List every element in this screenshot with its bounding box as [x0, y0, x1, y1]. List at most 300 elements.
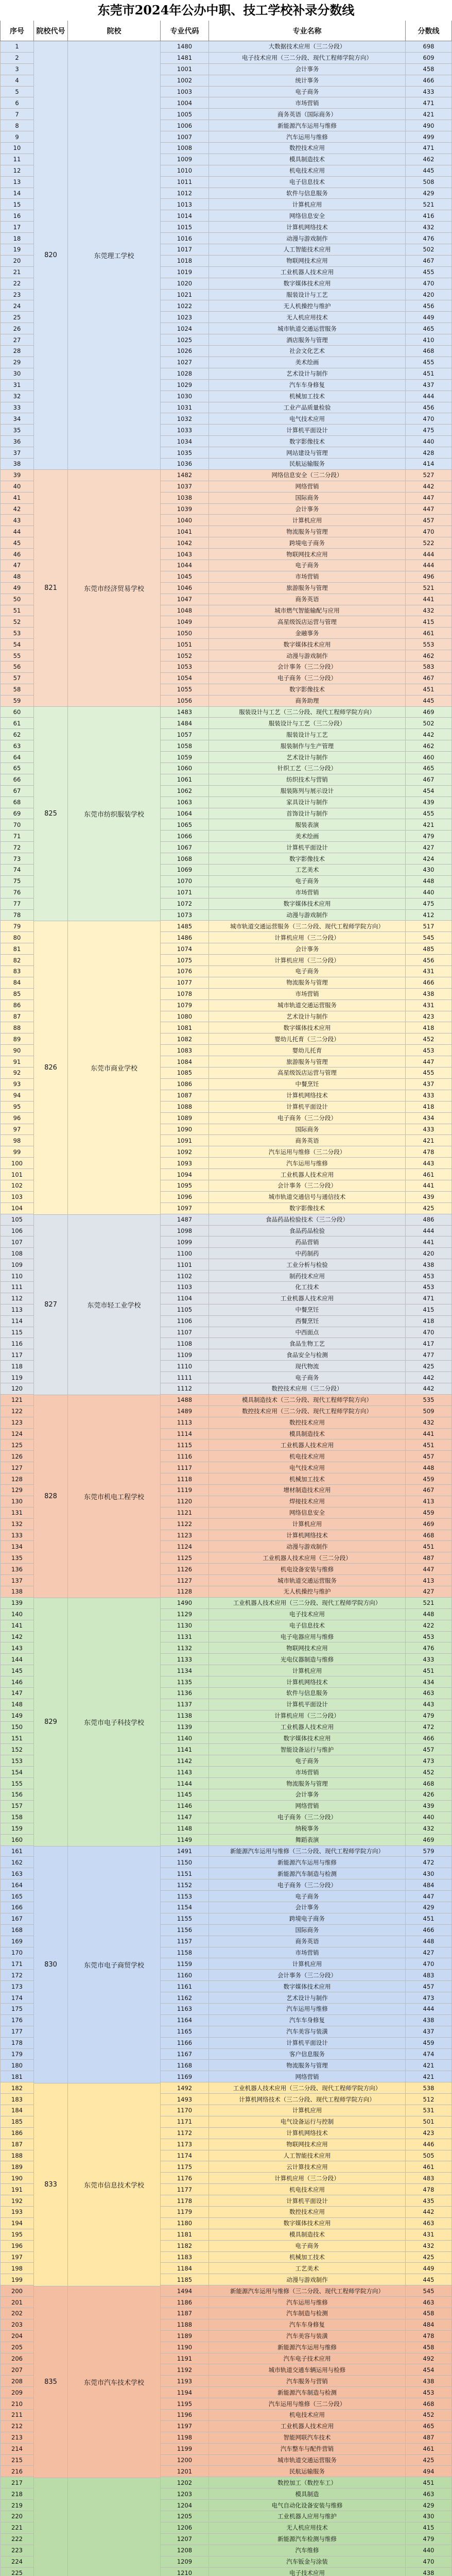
row-major-code: 1082: [161, 1033, 209, 1045]
row-index: 108: [0, 1248, 34, 1259]
row-major-name: 中药制药: [209, 1248, 406, 1259]
row-major-code: 1071: [161, 887, 209, 899]
row-major-name: 数控技术应用（三二分段）: [209, 1383, 406, 1395]
row-score: 538: [406, 2082, 452, 2094]
row-score: 421: [406, 819, 452, 831]
row-score: 447: [406, 504, 452, 515]
row-major-name: 数字媒体技术应用: [209, 639, 406, 650]
row-score: 459: [406, 1507, 452, 1519]
row-score: 421: [406, 109, 452, 120]
row-major-code: 1081: [161, 1022, 209, 1033]
row-score: 415: [406, 1304, 452, 1316]
row-major-name: 首饰设计与制作: [209, 808, 406, 820]
row-major-name: 食品安全与检测: [209, 1349, 406, 1361]
row-score: 429: [406, 188, 452, 199]
row-major-code: 1145: [161, 1789, 209, 1801]
row-major-code: 1188: [161, 2319, 209, 2331]
row-major-name: 电子技术应用（三二分段、现代工程师学院方向）: [209, 53, 406, 64]
row-score: 472: [406, 1857, 452, 1868]
row-major-code: 1127: [161, 1575, 209, 1586]
row-major-code: 1093: [161, 1158, 209, 1169]
row-major-code: 1208: [161, 2545, 209, 2556]
row-major-name: 商务英语（国际商务）: [209, 109, 406, 120]
row-major-name: 食品生物工艺: [209, 1338, 406, 1349]
row-major-name: 美术绘画: [209, 831, 406, 842]
row-index: 12: [0, 165, 34, 177]
row-score: 553: [406, 639, 452, 650]
row-major-code: 1490: [161, 1598, 209, 1609]
row-index: 109: [0, 1259, 34, 1270]
row-major-code: 1117: [161, 1462, 209, 1473]
row-major-code: 1206: [161, 2522, 209, 2534]
row-major-name: 西餐烹饪: [209, 1316, 406, 1327]
row-score: 458: [406, 2342, 452, 2353]
row-major-name: 汽车整车与配件营销: [209, 2444, 406, 2455]
row-index: 31: [0, 380, 34, 391]
row-major-code: 1099: [161, 1236, 209, 1248]
row-major-name: 艺术设计与制作: [209, 1011, 406, 1023]
row-major-code: 1074: [161, 943, 209, 955]
row-major-name: 工业机器人技术应用: [209, 1439, 406, 1451]
row-major-name: 家具设计与制作: [209, 797, 406, 808]
row-major-code: 1023: [161, 312, 209, 323]
row-major-code: 1120: [161, 1496, 209, 1507]
row-index: 190: [0, 2173, 34, 2184]
row-major-code: 1195: [161, 2398, 209, 2410]
row-index: 34: [0, 413, 34, 425]
row-major-code: 1115: [161, 1439, 209, 1451]
row-major-name: 电子商务: [209, 87, 406, 98]
row-major-name: 计算机应用（三二分段）: [209, 955, 406, 966]
row-index: 114: [0, 1316, 34, 1327]
row-major-name: 会计事务: [209, 1902, 406, 1913]
row-index: 124: [0, 1429, 34, 1440]
row-major-code: 1090: [161, 1124, 209, 1136]
row-index: 68: [0, 797, 34, 808]
row-major-code: 1205: [161, 2511, 209, 2522]
row-major-code: 1160: [161, 1970, 209, 1981]
row-index: 216: [0, 2466, 34, 2477]
header-score: 分数线: [406, 21, 452, 41]
row-index: 146: [0, 1676, 34, 1688]
row-score: 454: [406, 2364, 452, 2376]
row-major-code: 1137: [161, 1699, 209, 1710]
row-major-name: 数字媒体技术应用: [209, 899, 406, 910]
row-score: 470: [406, 278, 452, 290]
row-index: 99: [0, 1146, 34, 1158]
row-major-code: 1096: [161, 1192, 209, 1203]
row-major-name: 制药技术应用: [209, 1270, 406, 1282]
row-score: 415: [406, 2522, 452, 2534]
row-major-code: 1083: [161, 1045, 209, 1056]
row-major-code: 1050: [161, 628, 209, 639]
row-score: 466: [406, 1925, 452, 1936]
row-major-code: 1173: [161, 2139, 209, 2150]
row-index: 71: [0, 831, 34, 842]
row-major-name: 工业机器人技术应用: [209, 1722, 406, 1733]
row-score: 431: [406, 966, 452, 977]
row-score: 456: [406, 402, 452, 414]
row-major-name: 物流服务与管理: [209, 2060, 406, 2071]
row-index: 123: [0, 1417, 34, 1429]
row-score: 442: [406, 1383, 452, 1395]
row-score: 484: [406, 1879, 452, 1891]
row-score: 421: [406, 1135, 452, 1146]
row-major-code: 1069: [161, 865, 209, 876]
row-score: 465: [406, 323, 452, 334]
school-name: 东莞市汽车技术学校: [68, 2286, 161, 2478]
row-major-name: 智能设备运行与维护: [209, 1744, 406, 1755]
row-score: 454: [406, 786, 452, 797]
row-major-name: 动漫与游戏制作: [209, 1541, 406, 1552]
row-major-name: 物联网技术应用: [209, 549, 406, 560]
row-major-code: 1202: [161, 2477, 209, 2488]
row-index: 219: [0, 2500, 34, 2511]
row-major-name: 增材制造技术应用: [209, 1485, 406, 1496]
row-score: 475: [406, 425, 452, 436]
row-index: 77: [0, 899, 34, 910]
row-score: 521: [406, 199, 452, 210]
row-major-code: 1175: [161, 2161, 209, 2173]
row-score: 476: [406, 233, 452, 244]
row-score: 531: [406, 2105, 452, 2116]
row-index: 128: [0, 1473, 34, 1485]
row-major-code: 1156: [161, 1925, 209, 1936]
row-major-code: 1043: [161, 549, 209, 560]
row-score: 427: [406, 1586, 452, 1598]
row-major-code: 1162: [161, 1992, 209, 2004]
row-major-code: 1199: [161, 2444, 209, 2455]
row-index: 9: [0, 131, 34, 143]
row-score: 484: [406, 2319, 452, 2331]
row-score: 609: [406, 53, 452, 64]
row-major-name: 新能源汽车运用与维修（三二分段、现代工程师学院方向）: [209, 2285, 406, 2297]
row-major-name: 电气技术应用: [209, 1462, 406, 1473]
row-major-name: 国际商务: [209, 493, 406, 504]
row-major-code: 1059: [161, 752, 209, 763]
row-major-name: 艺术设计与制作: [209, 752, 406, 763]
row-major-name: 针织工艺（三二分段）: [209, 763, 406, 774]
row-major-name: 城市轨道交通运营服务: [209, 1000, 406, 1011]
row-major-code: 1101: [161, 1259, 209, 1270]
row-major-code: 1123: [161, 1530, 209, 1541]
row-score: 455: [406, 267, 452, 278]
row-index: 110: [0, 1270, 34, 1282]
row-major-code: 1015: [161, 222, 209, 233]
row-index: 192: [0, 2195, 34, 2207]
row-major-code: 1037: [161, 481, 209, 493]
row-major-code: 1143: [161, 1767, 209, 1778]
row-major-code: 1078: [161, 989, 209, 1000]
row-score: 422: [406, 1620, 452, 1632]
row-major-name: 会计事务（三二分段）: [209, 662, 406, 673]
row-index: 201: [0, 2297, 34, 2308]
row-score: 521: [406, 1598, 452, 1609]
row-major-name: 汽车运用与维修: [209, 1158, 406, 1169]
row-index: 3: [0, 64, 34, 75]
row-major-name: 无人机操控与维护: [209, 300, 406, 312]
row-index: 225: [0, 2568, 34, 2576]
row-major-code: 1200: [161, 2455, 209, 2466]
row-major-code: 1149: [161, 1835, 209, 1846]
row-index: 213: [0, 2432, 34, 2444]
row-index: 5: [0, 87, 34, 98]
row-index: 129: [0, 1485, 34, 1496]
row-major-code: 1196: [161, 2410, 209, 2421]
row-major-code: 1493: [161, 2094, 209, 2105]
row-index: 193: [0, 2207, 34, 2218]
row-score: 421: [406, 2071, 452, 2082]
row-index: 143: [0, 1642, 34, 1654]
row-score: 522: [406, 537, 452, 549]
row-score: 501: [406, 2116, 452, 2128]
row-major-name: 计算机应用: [209, 1519, 406, 1530]
row-index: 203: [0, 2319, 34, 2331]
row-index: 140: [0, 1609, 34, 1620]
school-code: 827: [34, 1215, 68, 1395]
row-score: 508: [406, 177, 452, 188]
row-major-name: 服装制作与生产管理: [209, 740, 406, 752]
row-index: 60: [0, 707, 34, 718]
row-score: 417: [406, 1338, 452, 1349]
row-major-code: 1480: [161, 41, 209, 53]
school-name: 东莞市经济贸易学校: [68, 470, 161, 707]
row-major-name: 计算机平面设计: [209, 425, 406, 436]
row-major-name: 汽车制造与检测: [209, 2308, 406, 2319]
row-major-code: 1003: [161, 87, 209, 98]
row-major-code: 1163: [161, 2004, 209, 2015]
row-score: 441: [406, 594, 452, 605]
row-index: 132: [0, 1519, 34, 1530]
row-major-code: 1057: [161, 729, 209, 740]
row-major-name: 民航运输服务: [209, 2466, 406, 2477]
row-score: 442: [406, 481, 452, 493]
row-index: 32: [0, 391, 34, 402]
row-index: 14: [0, 188, 34, 199]
row-score: 425: [406, 1361, 452, 1372]
row-score: 430: [406, 2511, 452, 2522]
row-index: 224: [0, 2556, 34, 2568]
row-major-code: 1042: [161, 537, 209, 549]
school-name: 东莞市电子科技学校: [68, 1598, 161, 1846]
row-index: 100: [0, 1158, 34, 1169]
row-major-name: 商务英语: [209, 1936, 406, 1947]
row-score: 433: [406, 1654, 452, 1665]
row-index: 64: [0, 752, 34, 763]
row-index: 66: [0, 774, 34, 786]
row-score: 483: [406, 1970, 452, 1981]
row-score: 478: [406, 2184, 452, 2195]
row-score: 448: [406, 876, 452, 887]
row-score: 425: [406, 2252, 452, 2263]
row-major-name: 数字影像技术: [209, 1203, 406, 1214]
row-major-name: 高星级饭店运营与管理: [209, 616, 406, 628]
row-major-code: 1152: [161, 1879, 209, 1891]
row-major-name: 纳税事务: [209, 1823, 406, 1835]
row-score: 477: [406, 1349, 452, 1361]
row-index: 177: [0, 2026, 34, 2038]
row-major-code: 1179: [161, 2207, 209, 2218]
row-score: 455: [406, 1067, 452, 1079]
row-score: 461: [406, 628, 452, 639]
row-index: 51: [0, 605, 34, 617]
row-major-code: 1166: [161, 2038, 209, 2049]
row-major-name: 网络营销: [209, 481, 406, 493]
row-score: 467: [406, 673, 452, 684]
row-major-code: 1011: [161, 177, 209, 188]
row-major-code: 1489: [161, 1406, 209, 1417]
row-index: 11: [0, 154, 34, 165]
row-score: 448: [406, 1462, 452, 1473]
row-score: 421: [406, 2060, 452, 2071]
row-index: 40: [0, 481, 34, 493]
row-major-name: 商务英语: [209, 594, 406, 605]
row-major-code: 1176: [161, 2173, 209, 2184]
row-major-name: 汽车车身修复: [209, 2015, 406, 2026]
row-index: 137: [0, 1575, 34, 1586]
row-major-name: 电子商务（三二分段）: [209, 1113, 406, 1124]
row-score: 444: [406, 391, 452, 402]
row-score: 431: [406, 2229, 452, 2241]
row-index: 45: [0, 537, 34, 549]
row-index: 47: [0, 560, 34, 571]
row-score: 416: [406, 210, 452, 222]
row-score: 469: [406, 1519, 452, 1530]
row-score: 444: [406, 1226, 452, 1237]
row-major-name: 计算机应用（三二分段）: [209, 1710, 406, 1722]
row-major-name: 城市轨道交通运营服务: [209, 1575, 406, 1586]
row-index: 52: [0, 616, 34, 628]
row-major-name: 计算机平面设计: [209, 1699, 406, 1710]
row-major-name: 工业机器人技术应用: [209, 1293, 406, 1304]
row-score: 438: [406, 989, 452, 1000]
row-major-name: 大数据技术应用（三二分段）: [209, 41, 406, 53]
row-index: 85: [0, 989, 34, 1000]
row-major-code: 1148: [161, 1823, 209, 1835]
row-major-code: 1167: [161, 2049, 209, 2060]
row-major-code: 1151: [161, 1868, 209, 1879]
row-major-name: 计算机平面设计: [209, 842, 406, 853]
school-code: 821: [34, 470, 68, 707]
table-header: [0, 21, 452, 41]
row-major-name: 工业机器人技术应用（三二分段、现代工程师学院方向）: [209, 1598, 406, 1609]
row-major-code: 1064: [161, 808, 209, 820]
row-major-code: 1130: [161, 1620, 209, 1632]
row-score: 473: [406, 1992, 452, 2004]
row-major-name: 工艺美术: [209, 865, 406, 876]
row-major-code: 1488: [161, 1395, 209, 1406]
row-major-name: 机械加工技术: [209, 2252, 406, 2263]
row-major-code: 1085: [161, 1067, 209, 1079]
row-score: 469: [406, 707, 452, 718]
row-major-code: 1084: [161, 1056, 209, 1067]
row-major-code: 1089: [161, 1113, 209, 1124]
row-major-code: 1486: [161, 932, 209, 943]
row-major-name: 计算机应用: [209, 515, 406, 526]
row-score: 468: [406, 2398, 452, 2410]
row-score: 437: [406, 380, 452, 391]
row-score: 483: [406, 2173, 452, 2184]
row-major-name: 云计算技术应用: [209, 2161, 406, 2173]
row-major-name: 网站建设与管理: [209, 447, 406, 459]
row-index: 188: [0, 2150, 34, 2162]
row-major-name: 电子商务: [209, 560, 406, 571]
row-index: 7: [0, 109, 34, 120]
row-major-code: 1079: [161, 1000, 209, 1011]
row-index: 134: [0, 1541, 34, 1552]
row-score: 432: [406, 1417, 452, 1429]
row-major-code: 1049: [161, 616, 209, 628]
row-major-name: 市场营销: [209, 571, 406, 583]
row-major-code: 1065: [161, 819, 209, 831]
row-score: 432: [406, 605, 452, 617]
row-index: 67: [0, 786, 34, 797]
row-major-code: 1035: [161, 447, 209, 459]
row-major-code: 1170: [161, 2105, 209, 2116]
row-major-name: 工业机器人技术应用: [209, 2421, 406, 2432]
row-score: 444: [406, 549, 452, 560]
row-major-code: 1012: [161, 188, 209, 199]
row-major-code: 1113: [161, 1417, 209, 1429]
row-major-name: 金融事务: [209, 628, 406, 639]
row-index: 54: [0, 639, 34, 650]
row-major-name: 化工技术: [209, 1282, 406, 1293]
row-major-code: 1171: [161, 2116, 209, 2128]
row-major-code: 1174: [161, 2150, 209, 2162]
row-major-code: 1201: [161, 2466, 209, 2477]
row-major-code: 1034: [161, 436, 209, 447]
row-score: 466: [406, 1733, 452, 1744]
row-index: 56: [0, 662, 34, 673]
row-major-code: 1165: [161, 2026, 209, 2038]
row-major-code: 1005: [161, 109, 209, 120]
row-index: 178: [0, 2038, 34, 2049]
row-index: 113: [0, 1304, 34, 1316]
row-index: 46: [0, 549, 34, 560]
row-index: 59: [0, 696, 34, 707]
row-major-code: 1128: [161, 1586, 209, 1598]
row-score: 461: [406, 2444, 452, 2455]
row-major-name: 人工智能技术应用: [209, 2150, 406, 2162]
row-major-code: 1013: [161, 199, 209, 210]
row-score: 512: [406, 2094, 452, 2105]
row-major-name: 电子电器应用与维修: [209, 1632, 406, 1643]
row-major-code: 1045: [161, 571, 209, 583]
row-major-code: 1159: [161, 1958, 209, 1970]
row-index: 75: [0, 876, 34, 887]
row-major-code: 1135: [161, 1676, 209, 1688]
row-major-name: 汽车运用与维修: [209, 2004, 406, 2015]
row-major-code: 1187: [161, 2308, 209, 2319]
row-index: 156: [0, 1789, 34, 1801]
row-index: 78: [0, 910, 34, 921]
row-major-code: 1063: [161, 797, 209, 808]
row-score: 468: [406, 1778, 452, 1789]
row-score: 433: [406, 1124, 452, 1136]
row-index: 118: [0, 1361, 34, 1372]
school-name: 东莞市电子商贸学校: [68, 1846, 161, 2083]
row-index: 92: [0, 1067, 34, 1079]
row-major-name: 中餐烹饪: [209, 1304, 406, 1316]
row-major-code: 1002: [161, 75, 209, 87]
row-major-name: 电子商务: [209, 966, 406, 977]
row-major-code: 1116: [161, 1451, 209, 1462]
row-index: 35: [0, 425, 34, 436]
row-major-code: 1092: [161, 1146, 209, 1158]
row-major-name: 药品营销: [209, 1236, 406, 1248]
row-major-name: 网络营销: [209, 2071, 406, 2082]
row-index: 204: [0, 2331, 34, 2342]
